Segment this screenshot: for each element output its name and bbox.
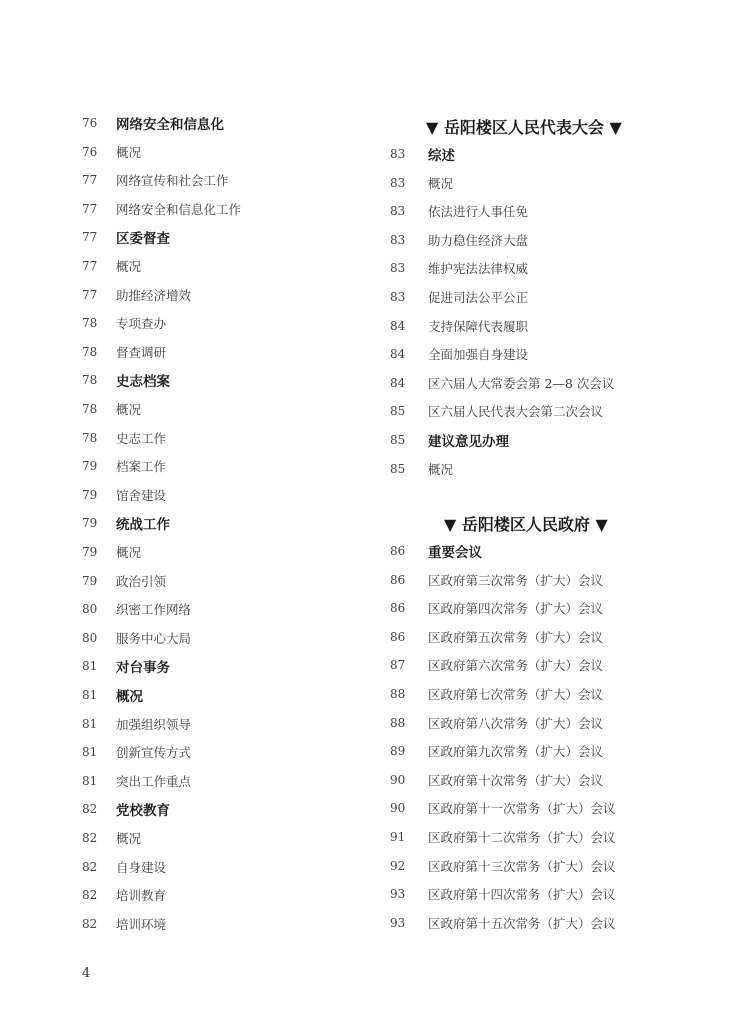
toc-entry: [82, 828, 141, 848]
toc-page-number: 87: [390, 658, 406, 673]
toc-page-number: 85: [390, 433, 406, 447]
toc-heading-entry: [82, 513, 170, 533]
toc-entry: [390, 201, 528, 221]
toc-entry: [82, 485, 166, 505]
toc-page-number: 84: [390, 347, 406, 362]
toc-heading-entry: [82, 656, 170, 676]
toc-page-number: 77: [82, 173, 98, 188]
toc-page-number: 83: [390, 175, 406, 190]
toc-entry: [390, 884, 616, 904]
toc-entry: [82, 742, 191, 762]
toc-page-number: 93: [390, 915, 406, 930]
toc-entry: [82, 256, 141, 276]
toc-entry: [390, 827, 616, 847]
toc-heading-entry: [82, 685, 143, 705]
toc-entry-text: 区政府第九次常务（扩大）会议: [428, 744, 604, 760]
toc-page-number: 85: [390, 404, 406, 419]
toc-page-number: 79: [82, 545, 98, 559]
toc-entry: [390, 173, 453, 193]
toc-entry-text: 助力稳住经济大盘: [428, 232, 529, 248]
toc-heading-text: 党校教育: [116, 803, 170, 820]
toc-heading-text: 对台事务: [116, 660, 170, 677]
toc-page-number: 90: [390, 801, 406, 816]
toc-page-number: 86: [390, 544, 406, 558]
toc-entry: [82, 170, 229, 190]
toc-entry-text: 网络宣传和社会工作: [116, 173, 229, 189]
toc-page-number: 90: [390, 772, 406, 787]
toc-entry-text: 区政府第六次常务（扩大）会议: [428, 658, 604, 674]
toc-entry: [82, 428, 166, 448]
toc-entry-text: 网络安全和信息化工作: [116, 201, 242, 217]
toc-heading-entry: [390, 541, 482, 561]
toc-entry-text: 概况: [116, 402, 142, 417]
toc-entry-text: 区政府第十次常务（扩大）会议: [428, 772, 604, 788]
toc-entry-text: 区政府第十四次常务（扩大）会议: [428, 887, 616, 903]
toc-entry-text: 区政府第十一次常务（扩大）会议: [428, 801, 616, 817]
toc-entry-text: 支持保障代表履职: [428, 318, 529, 334]
toc-heading-text: 综述: [428, 148, 455, 164]
toc-page-number: 81: [82, 688, 98, 702]
toc-entry: [390, 627, 603, 647]
toc-entry-text: 专项查办: [116, 316, 167, 332]
toc-heading-text: 史志档案: [116, 374, 170, 391]
toc-page-number: 80: [82, 602, 98, 617]
toc-entry-text: 区政府第八次常务（扩大）会议: [428, 715, 604, 731]
toc-entry: [390, 401, 603, 421]
toc-entry: [390, 798, 616, 818]
toc-heading-entry: [390, 144, 455, 164]
toc-entry: [82, 542, 141, 562]
toc-page-number: 81: [82, 659, 98, 674]
toc-heading-text: 重要会议: [428, 545, 482, 561]
toc-page-number: 78: [82, 344, 98, 359]
toc-entry: [82, 142, 141, 162]
toc-entry: [390, 258, 528, 278]
toc-page-number: 78: [82, 430, 98, 445]
toc-entry-text: 概况: [428, 175, 454, 191]
toc-entry-text: 政治引领: [116, 573, 167, 589]
toc-entry-text: 概况: [116, 831, 142, 846]
toc-entry-text: 督查调研: [116, 344, 167, 360]
toc-page-number: 88: [390, 687, 406, 701]
toc-entry: [390, 598, 603, 618]
toc-page-number: 83: [390, 204, 406, 219]
toc-page-number: 88: [390, 715, 406, 730]
toc-page-number: 81: [82, 716, 98, 731]
toc-page-number: 77: [82, 259, 98, 273]
toc-entry-text: 区政府第七次常务（扩大）会议: [428, 687, 604, 702]
toc-entry-text: 培训教育: [116, 888, 167, 904]
toc-page-number: 83: [390, 147, 406, 161]
toc-entry-text: 区政府第十五次常务（扩大）会议: [428, 915, 616, 931]
toc-entry: [82, 857, 166, 877]
toc-entry: [82, 285, 191, 305]
toc-page-number: 82: [82, 888, 98, 903]
toc-page-number: 77: [82, 230, 98, 245]
section-title-congress: ▼ 岳阳楼区人民代表大会 ▼: [426, 117, 622, 137]
toc-entry-text: 概况: [116, 259, 142, 274]
toc-page-number: 86: [390, 629, 406, 644]
toc-entry: [82, 914, 166, 934]
toc-entry-text: 史志工作: [116, 430, 167, 446]
toc-entry-text: 创新宣传方式: [116, 745, 192, 761]
toc-entry: [82, 885, 166, 905]
toc-entry: [82, 714, 191, 734]
toc-page-number: 77: [82, 287, 98, 302]
toc-heading-entry: [82, 227, 170, 247]
toc-entry: [390, 344, 528, 364]
toc-page-number: 92: [390, 858, 406, 873]
toc-page-number: 79: [82, 573, 98, 588]
toc-page-number: 86: [390, 601, 406, 616]
toc-entry: [82, 571, 166, 591]
toc-entry-text: 档案工作: [116, 459, 167, 475]
toc-heading-entry: [82, 370, 170, 390]
toc-page-number: 91: [390, 830, 406, 844]
toc-heading-text: 网络安全和信息化: [116, 117, 224, 133]
toc-page-number: 86: [390, 572, 406, 587]
toc-entry: [390, 287, 528, 307]
toc-page-number: 82: [82, 802, 98, 817]
toc-entry: [82, 628, 191, 648]
toc-entry: [390, 856, 616, 876]
toc-entry: [82, 199, 241, 219]
toc-page-number: 84: [390, 375, 406, 390]
toc-entry-text: 区政府第三次常务（扩大）会议: [428, 572, 604, 588]
toc-entry: [82, 399, 141, 419]
toc-entry-text: 突出工作重点: [116, 773, 192, 789]
toc-entry: [390, 316, 528, 336]
toc-entry: [390, 770, 603, 790]
toc-page-number: 76: [82, 116, 98, 130]
toc-entry: [390, 684, 603, 704]
toc-entry-text: 概况: [116, 144, 142, 160]
toc-page-number: 80: [82, 630, 98, 645]
toc-entry: [82, 342, 166, 362]
toc-entry-text: 区政府第四次常务（扩大）会议: [428, 601, 604, 617]
section-title-government: ▼ 岳阳楼区人民政府 ▼: [444, 514, 608, 534]
page-number: 4: [82, 966, 91, 981]
toc-entry-text: 依法进行人事任免: [428, 204, 529, 220]
toc-entry: [82, 456, 166, 476]
toc-entry-text: 维护宪法法律权威: [428, 261, 529, 277]
toc-entry: [82, 771, 191, 791]
toc-page-number: 83: [390, 261, 406, 276]
toc-heading-entry: [390, 430, 509, 450]
toc-entry-text: 概况: [428, 461, 454, 477]
toc-entry-text: 全面加强自身建设: [428, 347, 529, 363]
toc-entry-text: 加强组织领导: [116, 716, 192, 732]
toc-page-number: 78: [82, 373, 98, 388]
toc-page-number: 78: [82, 402, 98, 416]
toc-entry: [390, 373, 614, 393]
toc-entry-text: 区政府第十三次常务（扩大）会议: [428, 858, 616, 874]
toc-heading-entry: [82, 113, 224, 133]
toc-heading-text: 统战工作: [116, 517, 170, 534]
toc-entry: [390, 741, 603, 761]
toc-entry-text: 区政府第五次常务（扩大）会议: [428, 629, 604, 645]
toc-page-number: 83: [390, 232, 406, 247]
toc-entry-text: 服务中心大局: [116, 630, 192, 646]
toc-entry: [390, 459, 453, 479]
toc-entry-text: 区六届人民代表大会第二次会议: [428, 404, 604, 420]
toc-entry-text: 概况: [116, 545, 142, 560]
toc-page-number: 89: [390, 744, 406, 759]
toc-page-number: 81: [82, 745, 98, 760]
toc-entry: [390, 570, 603, 590]
toc-entry: [82, 599, 191, 619]
toc-entry: [390, 713, 603, 733]
toc-entry-text: 助推经济增效: [116, 287, 192, 303]
toc-page-number: 77: [82, 201, 98, 216]
toc-entry-text: 培训环境: [116, 916, 167, 932]
toc-entry-text: 织密工作网络: [116, 602, 192, 618]
toc-page-number: 79: [82, 516, 98, 531]
toc-entry: [82, 313, 166, 333]
toc-page-number: 78: [82, 316, 98, 331]
toc-page-number: 82: [82, 859, 98, 874]
toc-entry-text: 促进司法公平公正: [428, 290, 529, 305]
toc-heading-text: 建议意见办理: [428, 434, 509, 450]
toc-entry-text: 区政府第十二次常务（扩大）会议: [428, 830, 616, 845]
toc-page-number: 82: [82, 916, 98, 931]
toc-entry-text: 馆舍建设: [116, 487, 167, 503]
toc-entry: [390, 230, 528, 250]
toc-page-number: 85: [390, 461, 406, 476]
toc-page-number: 82: [82, 831, 98, 845]
toc-page-number: 93: [390, 887, 406, 902]
toc-heading-text: 区委督查: [116, 231, 170, 248]
toc-heading-entry: [82, 799, 170, 819]
toc-page-number: 84: [390, 318, 406, 333]
toc-entry: [390, 655, 603, 675]
toc-entry-text: 自身建设: [116, 859, 167, 875]
toc-page-number: 79: [82, 487, 98, 502]
toc-heading-text: 概况: [116, 689, 143, 705]
toc-page-number: 83: [390, 290, 406, 304]
toc-page-number: 76: [82, 144, 98, 159]
toc-page-number: 81: [82, 773, 98, 788]
toc-page-number: 79: [82, 459, 98, 474]
toc-entry-text: 区六届人大常委会第 2—8 次会议: [428, 375, 615, 391]
toc-entry: [390, 913, 616, 933]
